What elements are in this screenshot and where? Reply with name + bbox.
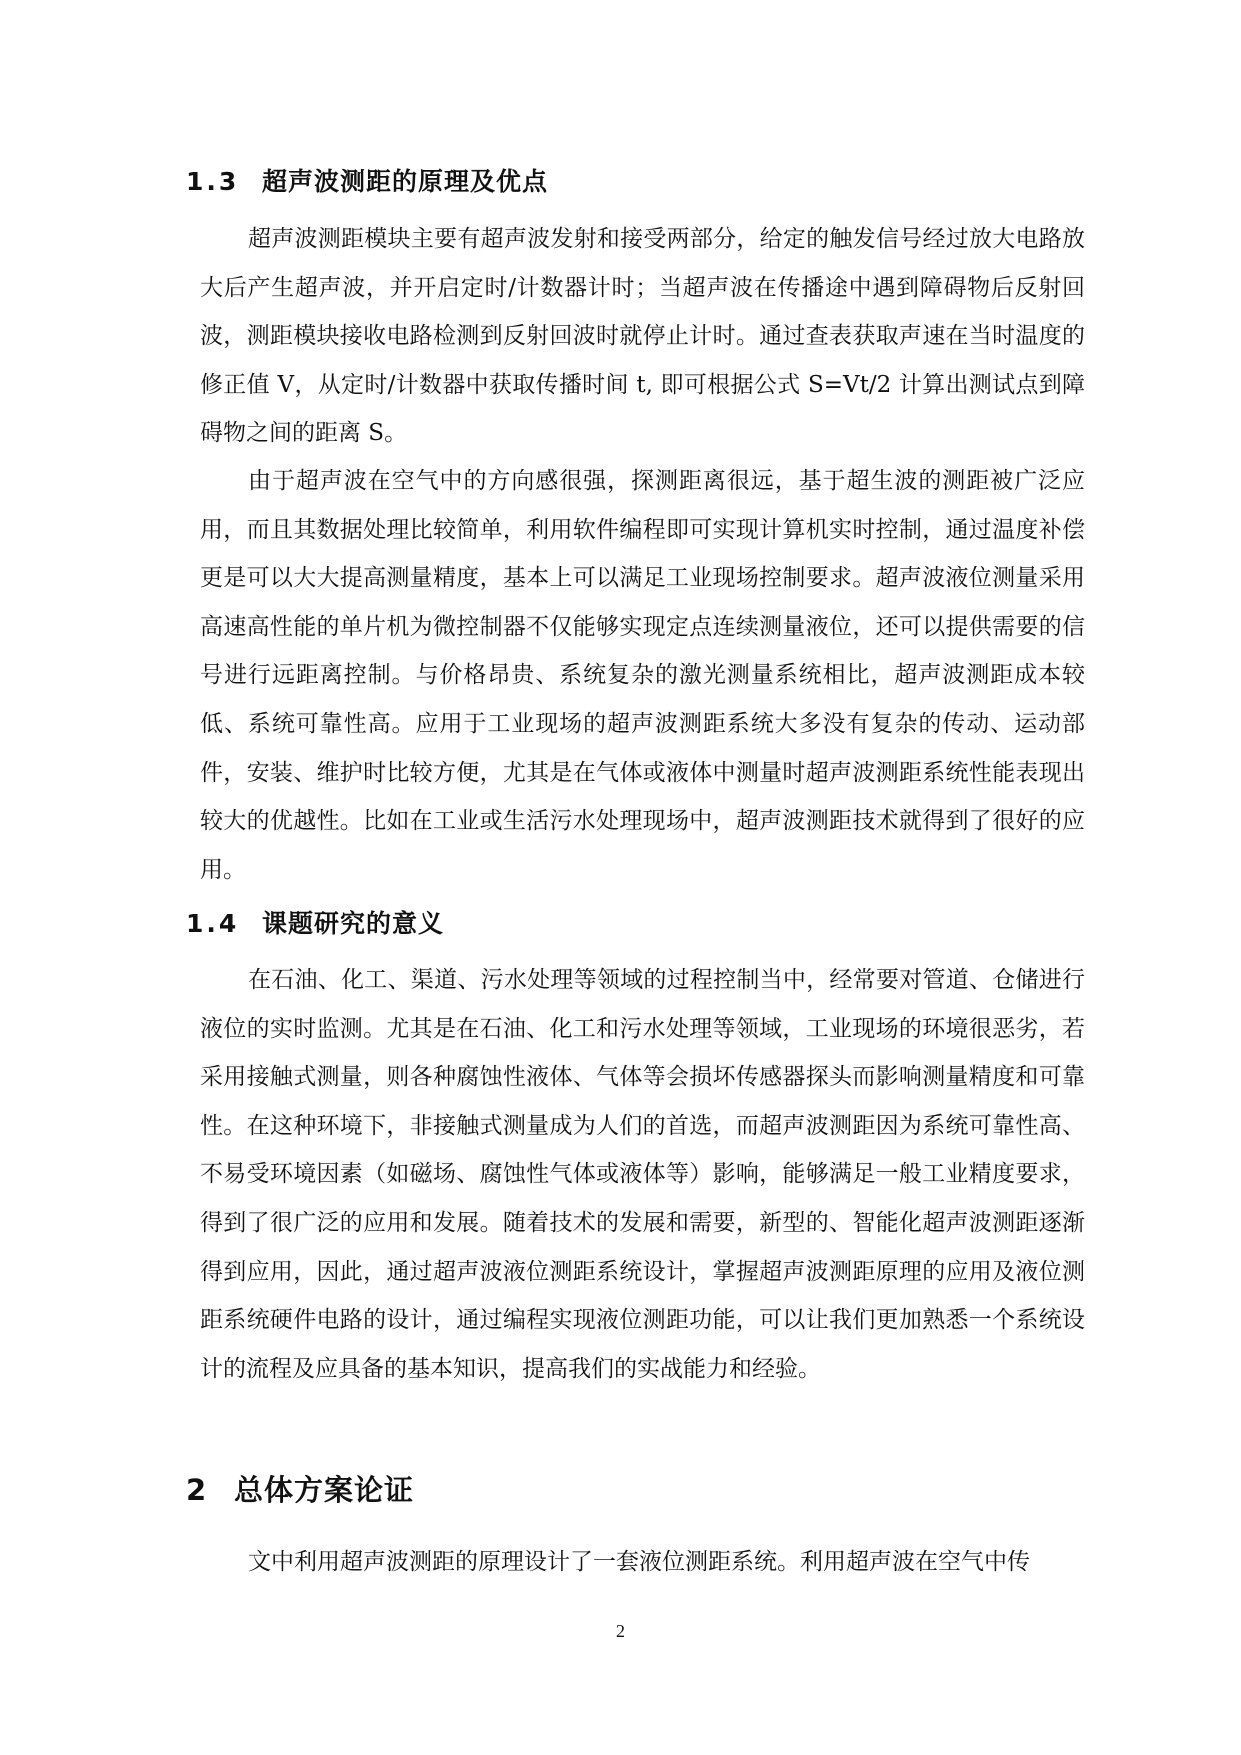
section-number: 1.4	[186, 909, 240, 938]
section-title: 超声波测距的原理及优点	[262, 167, 549, 196]
chapter-number: 2	[186, 1473, 208, 1507]
chapter-heading-2	[186, 1468, 414, 1512]
section-heading-1-3	[186, 162, 548, 202]
chapter-title: 总体方案论证	[234, 1473, 415, 1507]
paragraph-overview: 文中利用超声波测距的原理设计了一套液位测距系统。利用超声波在空气中传	[248, 1549, 1030, 1575]
section-heading-1-4	[186, 904, 444, 944]
page-number: 2	[616, 1621, 625, 1641]
section-number: 1.3	[186, 167, 240, 196]
paragraph-principle: 超声波测距模块主要有超声波发射和接受两部分，给定的触发信号经过放大电路放大后产生超声波，并开启定时/计数器计时；当超声波在传播途中遇到障碍物后反射回波，测距模块接收电路检测到反射回波时就停止计时。通过查表获取声速在当时温度的修正值 V，从定时/计数器中获取传播时间 t, 即可根据公式 S=Vt/2 计算出测试点到障碍物之间的距离 S。	[200, 226, 1085, 447]
paragraph-significance: 在石油、化工、渠道、污水处理等领域的过程控制当中，经常要对管道、仓储进行液位的实时监测。尤其是在石油、化工和污水处理等领域，工业现场的环境很恶劣，若采用接触式测量，则各种腐蚀性液体、气体等会损坏传感器探头而影响测量精度和可靠性。在这种环境下，非接触式测量成为人们的首选，而超声波测距因为系统可靠性高、不易受环境因素（如磁场、腐蚀性气体或液体等）影响，能够满足一般工业精度要求，得到了很广泛的应用和发展。随着技术的发展和需要，新型的、智能化超声波测距逐渐得到应用，因此，通过超声波液位测距系统设计，掌握超声波测距原理的应用及液位测距系统硬件电路的设计，通过编程实现液位测距功能，可以让我们更加熟悉一个系统设计的流程及应具备的基本知识，提高我们的实战能力和经验。	[200, 967, 1085, 1382]
paragraph-advantages: 由于超声波在空气中的方向感很强，探测距离很远，基于超生波的测距被广泛应用，而且其数据处理比较简单，利用软件编程即可实现计算机实时控制，通过温度补偿更是可以大大提高测量精度，基本上可以满足工业现场控制要求。超声波液位测量采用高速高性能的单片机为微控制器不仅能够实现定点连续测量液位，还可以提供需要的信号进行远距离控制。与价格昂贵、系统复杂的激光测量系统相比，超声波测距成本较低、系统可靠性高。应用于工业现场的超声波测距系统大多没有复杂的传动、运动部件，安装、维护时比较方便，尤其是在气体或液体中测量时超声波测距系统性能表现出较大的优越性。比如在工业或生活污水处理现场中，超声波测距技术就得到了很好的应用。	[200, 468, 1085, 883]
section-title: 课题研究的意义	[262, 909, 445, 938]
